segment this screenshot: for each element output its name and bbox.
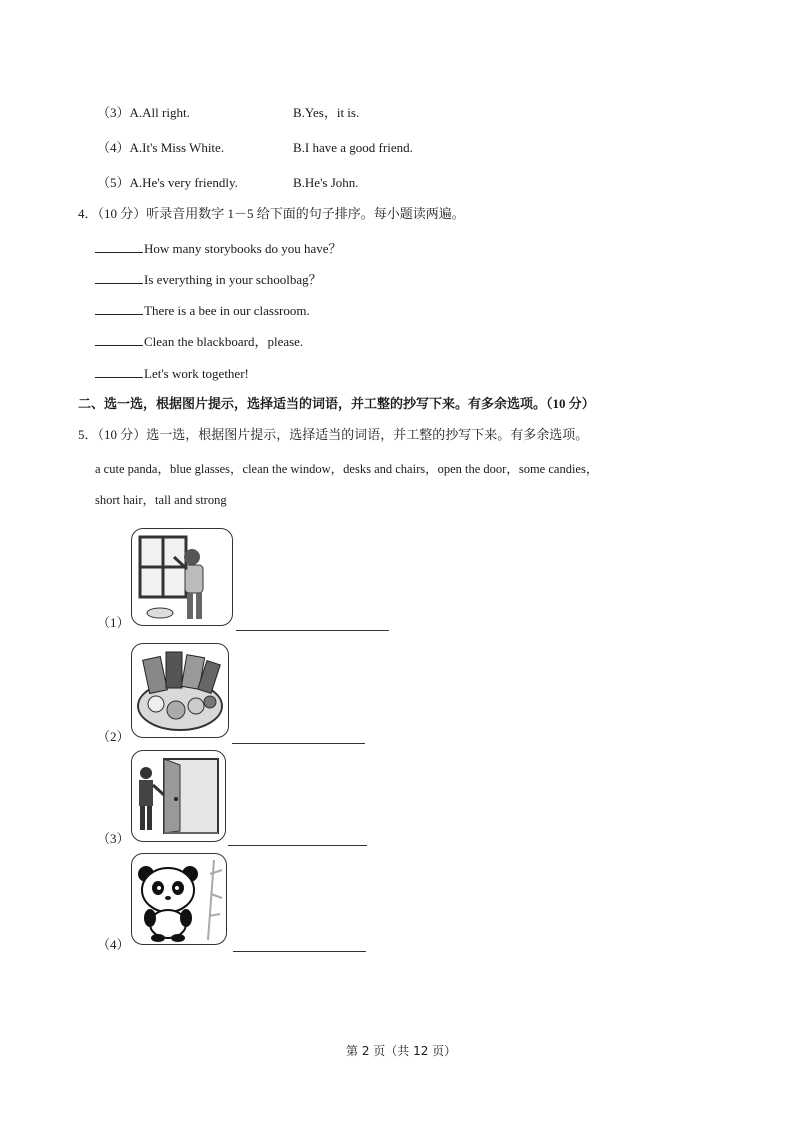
answer-blank[interactable]: [95, 333, 143, 346]
q4-sentence-2: [95, 271, 322, 288]
q4-sentence-4: [95, 333, 303, 350]
q4-sentence-text: Is everything in your schoolbag？: [144, 272, 322, 287]
panda-picture: [131, 853, 227, 945]
answer-line-3[interactable]: [228, 845, 367, 846]
q4-sentence-5: [95, 365, 249, 382]
item-number-4: （4）: [97, 937, 130, 952]
word-bank-line-1: a cute panda，blue glasses，clean the window，desks and chairs，open the door，some candies，: [95, 462, 599, 476]
q3-option-row-4: [97, 140, 224, 156]
q3-option-row-3: [97, 105, 190, 121]
q3-option-row-5: [97, 175, 238, 191]
q4-sentence-text: There is a bee in our classroom.: [144, 303, 310, 318]
q3-option-b-3: B.Yes，it is.: [293, 105, 360, 120]
q3-option-b-5: B.He's John.: [293, 175, 359, 190]
q3-option-a: A.He's very friendly.: [129, 175, 238, 190]
cleaning-window-picture: [131, 528, 233, 626]
q5-title: 5．（10 分）选一选，根据图片提示，选择适当的词语，并工整的抄写下来。有多余选项。: [78, 427, 589, 442]
q4-title: 4．（10 分）听录音用数字 1－5 给下面的句子排序。每小题读两遍。: [78, 206, 465, 221]
answer-line-2[interactable]: [232, 743, 365, 744]
answer-blank[interactable]: [95, 271, 143, 284]
answer-line-1[interactable]: [236, 630, 389, 631]
q3-option-num: （4）: [97, 140, 130, 155]
q3-option-a: A.It's Miss White.: [129, 140, 225, 155]
q4-sentence-text: How many storybooks do you have？: [144, 241, 342, 256]
word-bank-line-2: short hair，tall and strong: [95, 493, 227, 507]
answer-blank[interactable]: [95, 240, 143, 253]
q3-option-a: A.All right.: [129, 105, 190, 120]
q3-option-num: （5）: [97, 175, 130, 190]
q4-sentence-text: Let's work together!: [144, 366, 249, 381]
q4-sentence-3: [95, 302, 310, 319]
item-number-3: （3）: [97, 831, 130, 846]
answer-line-4[interactable]: [233, 951, 366, 952]
q4-sentence-1: [95, 240, 342, 257]
answer-blank[interactable]: [95, 302, 143, 315]
page-number-footer: 第 2 页（共 12 页）: [346, 1044, 457, 1058]
item-number-1: （1）: [97, 615, 130, 630]
section-heading: 二、选一选，根据图片提示，选择适当的词语，并工整的抄写下来。有多余选项。（10 分）: [78, 396, 595, 411]
item-number-2: （2）: [97, 729, 130, 744]
candies-basket-picture: [131, 643, 229, 738]
q3-option-b-4: B.I have a good friend.: [293, 140, 413, 155]
answer-blank[interactable]: [95, 365, 143, 378]
q3-option-num: （3）: [97, 105, 130, 120]
q4-sentence-text: Clean the blackboard，please.: [144, 334, 304, 349]
open-door-picture: [131, 750, 226, 842]
